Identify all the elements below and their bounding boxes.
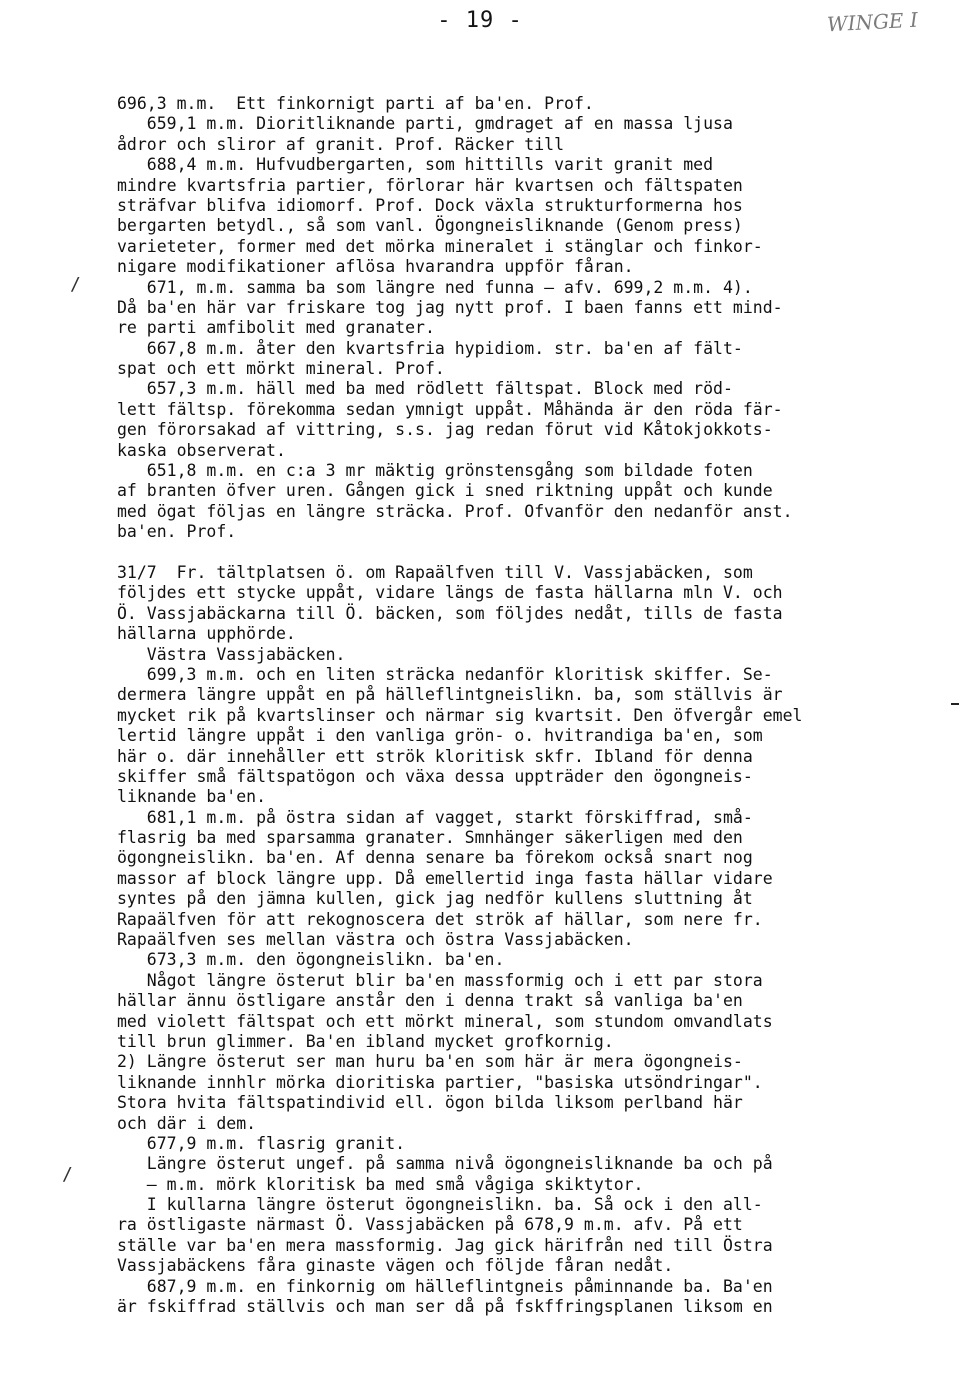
text-line: re parti amfibolit med granater. (117, 318, 435, 338)
page-number: - 19 - (437, 8, 523, 33)
text-line: Längre österut ungef. på samma nivå ögongneisliknande ba och på (117, 1154, 773, 1174)
text-line: 687,9 m.m. en finkornig om hälleflintgneis påminnande ba. Ba'en (117, 1276, 773, 1296)
page-header (0, 8, 960, 40)
text-line: ådror och sliror af granit. Prof. Räcker till (117, 134, 565, 154)
text-line: 688,4 m.m. Hufvudbergarten, som hittills varit granit med (117, 155, 714, 175)
text-line: bergarten betydl., så som vanl. Ögongneisliknande (Genom press) (117, 216, 743, 236)
text-line: följdes ett stycke uppåt, vidare längs de fasta hällarna mln V. och (117, 583, 783, 603)
text-line: liknande ba'en. (117, 787, 267, 807)
text-line: ba'en. Prof. (117, 522, 237, 542)
text-line: 651,8 m.m. en c:a 3 mr mäktig grönstensgång som bildade foten (117, 461, 753, 481)
text-line: Då ba'en här var friskare tog jag nytt prof. I baen fanns ett mind- (117, 297, 783, 317)
text-line: I kullarna längre österut ögongneislikn. ba. Så ock i den all- (117, 1195, 763, 1215)
text-line: skiffer små fältspatögon och växa dessa uppträder den ögongneis- (117, 766, 753, 786)
text-line: af branten öfver uren. Gången gick i sned riktning uppåt och kunde (117, 481, 773, 501)
text-line: nigare modifikationer aflösa hvarandra uppför fåran. (117, 257, 634, 277)
handwritten-annotation: WINGE I (826, 7, 919, 37)
text-line: Ö. Vassjabäckarna till Ö. bäcken, som följdes nedåt, tills de fasta (117, 603, 783, 623)
text-line: 677,9 m.m. flasrig granit. (117, 1133, 406, 1153)
text-line: spat och ett mörkt mineral. Prof. (117, 359, 445, 379)
text-line: 657,3 m.m. häll med ba med rödlett fältspat. Block med röd- (117, 379, 733, 399)
text-line: — m.m. mörk kloritisk ba med små vågiga skiktytor. (117, 1174, 644, 1194)
text-line: och där i dem. (117, 1113, 257, 1133)
text-line: ögongneislikn. ba'en. Af denna senare ba förekom också snart nog (117, 848, 753, 868)
text-line: lertid längre uppåt i den vanliga grön- o. hvitrandiga ba'en, som (117, 726, 763, 746)
text-line: ra östligaste närmast Ö. Vassjabäcken på 678,9 m.m. afv. På ett (117, 1215, 743, 1235)
text-line: Rapaälfven för att rekognoscera det strök af hällar, som nere fr. (117, 909, 763, 929)
text-line: med ögat följas en längre sträcka. Prof. Ofvanför den nedanför anst. (117, 501, 793, 521)
text-line: massor af block längre upp. Då emellertid inga fasta hällar vidare (117, 868, 773, 888)
text-line: 673,3 m.m. den ögongneislikn. ba'en. (117, 950, 505, 970)
text-line: flasrig ba med sparsamma granater. Smnhänger säkerligen med den (117, 828, 743, 848)
text-line: mycket rik på kvartslinser och närmar sig kvartsit. Den öfvergår emel (117, 705, 803, 725)
text-line: Västra Vassjabäcken. (117, 644, 346, 664)
text-line: här o. där innehåller ett strök kloritisk skfr. Ibland för denna (117, 746, 753, 766)
text-line: gen förorsakad af vittring, s.s. jag redan förut vid Kåtokjokkots- (117, 420, 773, 440)
hyphen-mark (951, 703, 959, 705)
text-line: varieteter, former med det mörka mineralet i stänglar och finkor- (117, 236, 763, 256)
text-line: 2) Längre österut ser man huru ba'en som här är mera ögongneis- (117, 1052, 743, 1072)
text-line: 659,1 m.m. Dioritliknande parti, gmdraget af en massa ljusa (117, 114, 733, 134)
text-line: till brun glimmer. Ba'en ibland mycket grofkornig. (117, 1031, 614, 1051)
typewritten-text (117, 94, 937, 1317)
text-line: 696,3 m.m. Ett finkornigt parti af ba'en. Prof. (117, 94, 594, 113)
text-line: kaska observerat. (117, 440, 286, 460)
text-line: hällar ännu östligare anstår den i denna trakt så vanliga ba'en (117, 991, 743, 1011)
text-line: sträfvar blifva idiomorf. Prof. Dock växla strukturformerna hos (117, 195, 743, 215)
text-line: syntes på den jämna kullen, gick jag nedför kullens sluttning åt (117, 889, 753, 909)
text-line: är fskiffrad ställvis och man ser då på fskffringsplanen liksom en (117, 1297, 773, 1317)
text-line: 699,3 m.m. och en liten sträcka nedanför kloritisk skiffer. Se- (117, 664, 773, 684)
margin-slash-mark: / (70, 274, 81, 295)
text-line: 31/7 Fr. tältplatsen ö. om Rapaälfven till V. Vassjabäcken, som (117, 562, 753, 582)
text-line: 671, m.m. samma ba som längre ned funna — afv. 699,2 m.m. 4). (117, 277, 753, 297)
margin-slash-mark: / (62, 1164, 73, 1185)
text-line: hällarna upphörde. (117, 624, 296, 644)
text-line: 681,1 m.m. på östra sidan af vagget, starkt förskiffrad, små- (117, 807, 753, 827)
text-line: Något längre österut blir ba'en massformig och i ett par stora (117, 970, 763, 990)
text-line: lett fältsp. förekomma sedan ymnigt uppåt. Måhända är den röda fär- (117, 399, 783, 419)
text-line: Rapaälfven ses mellan västra och östra Vassjabäcken. (117, 930, 634, 950)
text-line: 667,8 m.m. åter den kvartsfria hypidiom. str. ba'en af fält- (117, 338, 743, 358)
text-line: Vassjabäckens fåra ginaste vägen och följde fåran nedåt. (117, 1256, 674, 1276)
text-line (117, 543, 937, 563)
text-line: dermera längre uppåt en på hälleflintgneislikn. ba, som ställvis är (117, 685, 783, 705)
text-line: liknande innhlr mörka dioritiska partier, "basiska utsöndringar". (117, 1072, 763, 1092)
text-line: Stora hvita fältspatindivid ell. ögon bilda liksom perlband här (117, 1093, 743, 1113)
text-line: ställe var ba'en mera massformig. Jag gick härifrån ned till Östra (117, 1235, 773, 1255)
text-line: med violett fältspat och ett mörkt mineral, som stundom omvandlats (117, 1011, 773, 1031)
text-line: mindre kvartsfria partier, förlorar här kvartsen och fältspaten (117, 175, 743, 195)
